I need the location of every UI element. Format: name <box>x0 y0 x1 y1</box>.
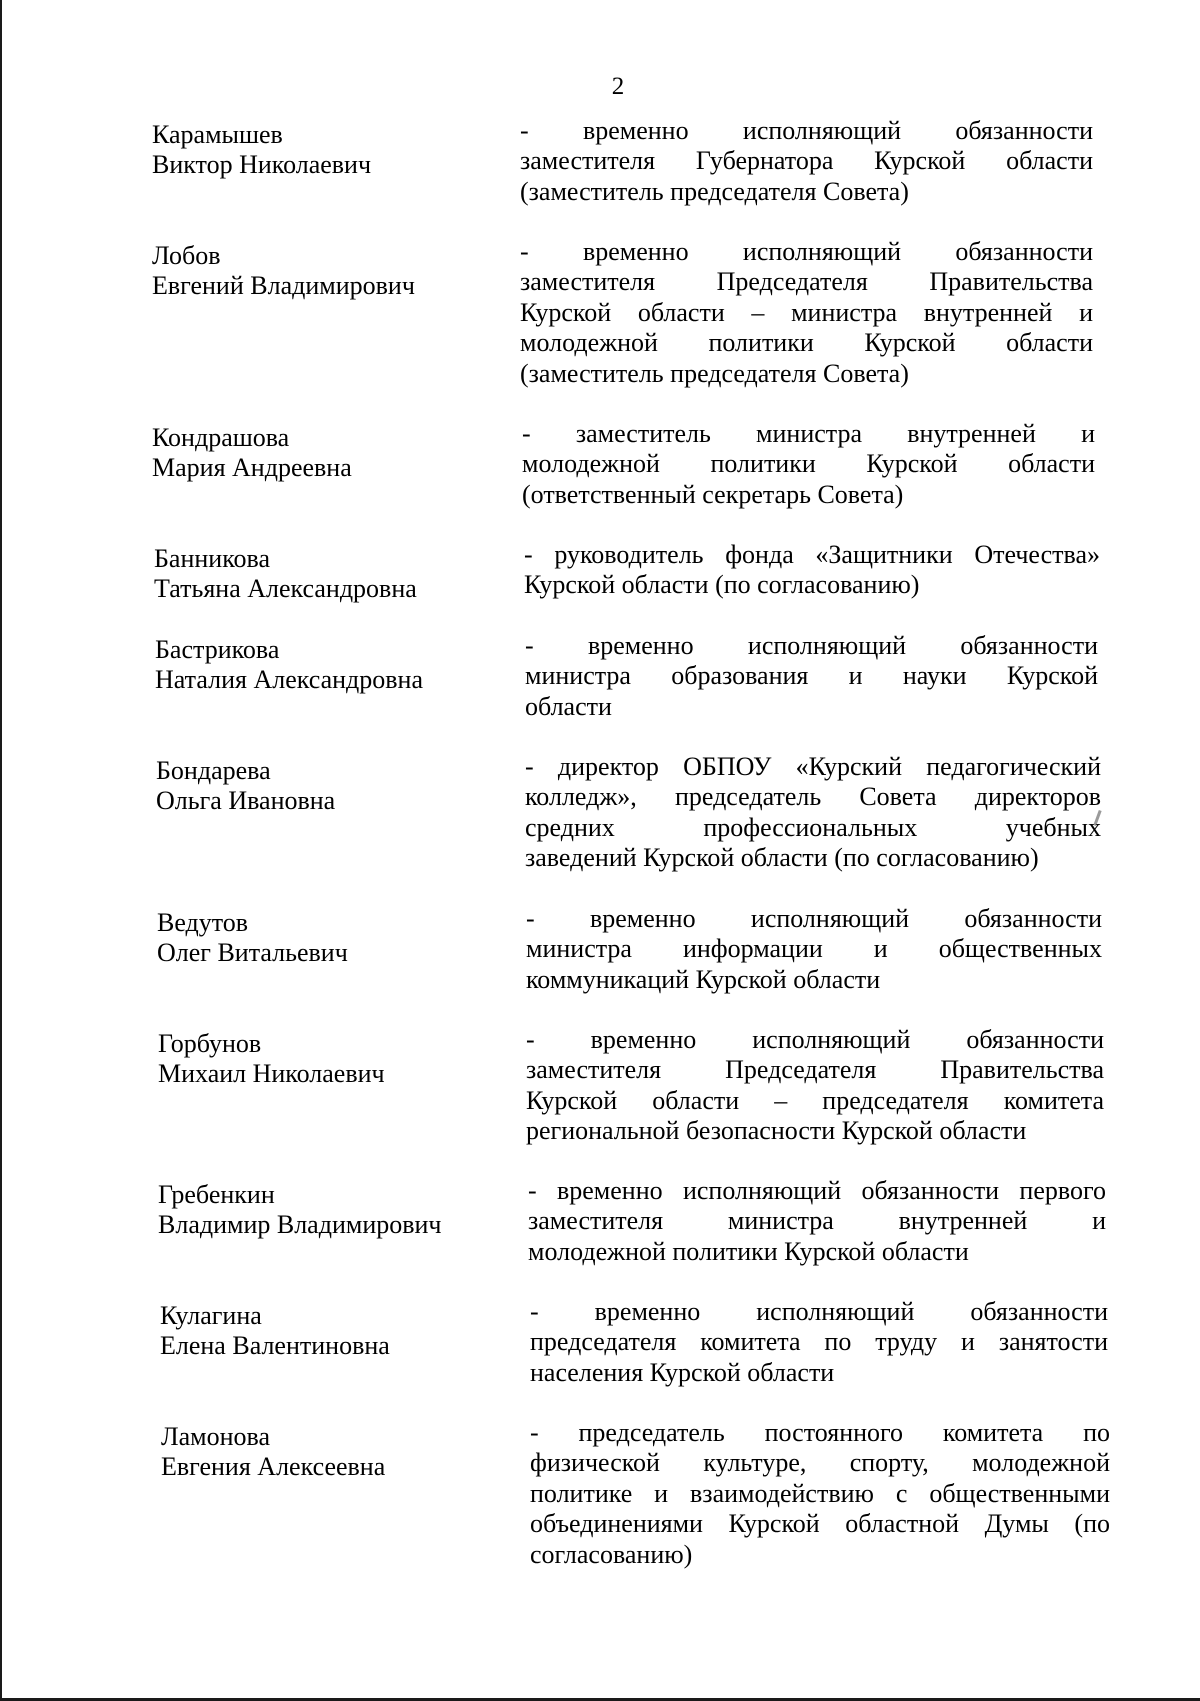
member-name <box>158 1025 498 1090</box>
member-role-line: средних профессиональных учебных <box>525 812 1101 842</box>
member-role <box>524 540 1100 601</box>
member-role-line: заместителя министра внутренней и <box>528 1206 1106 1236</box>
member-role <box>525 752 1101 874</box>
member-name <box>152 237 492 302</box>
member-role-line: Курской области (по согласованию) <box>524 570 920 600</box>
member-role-line: - временно исполняющий обязанности <box>526 1025 1104 1054</box>
member-surname: Горбунов <box>158 1029 262 1058</box>
member-role-line: (заместитель председателя Совета) <box>520 358 909 388</box>
member-role-line: заведений Курской области (по согласованию) <box>525 843 1039 873</box>
member-surname: Бондарева <box>156 756 271 785</box>
member-role-line: - временно исполняющий обязанности <box>525 631 1098 660</box>
member-given-names: Ольга Ивановна <box>156 786 336 816</box>
member-surname: Ведутов <box>157 908 249 937</box>
member-surname: Бастрикова <box>155 635 280 664</box>
member-role-line: (ответственный секретарь Совета) <box>522 479 904 509</box>
member-name <box>158 1176 498 1241</box>
member-surname: Лобов <box>152 241 221 270</box>
member-role-line: Курской области – министра внутренней и <box>520 297 1093 327</box>
member-role-line: политике и взаимодействию с общественными <box>530 1478 1110 1508</box>
member-role-line: министра информации и общественных <box>526 934 1102 964</box>
member-role-line: согласованию) <box>530 1539 693 1569</box>
member-role <box>526 1025 1104 1147</box>
member-name <box>156 752 496 817</box>
member-role-line: - временно исполняющий обязанности <box>526 904 1102 933</box>
member-surname: Кондрашова <box>152 423 290 452</box>
member-role-line: (заместитель председателя Совета) <box>520 176 909 206</box>
member-role-line: - временно исполняющий обязанности <box>530 1297 1108 1326</box>
member-given-names: Елена Валентиновна <box>160 1331 390 1361</box>
member-role-line: - временно исполняющий обязанности первого <box>528 1176 1106 1205</box>
member-name <box>152 116 492 181</box>
member-role <box>530 1418 1110 1570</box>
member-given-names: Наталия Александровна <box>155 665 423 695</box>
member-role-line: министра образования и науки Курской <box>525 661 1098 691</box>
member-given-names: Олег Витальевич <box>157 938 348 968</box>
member-role-line: молодежной политики Курской области <box>522 449 1095 479</box>
page-number: 2 <box>611 73 625 100</box>
member-surname: Ламонова <box>161 1422 271 1451</box>
member-role-line: населения Курской области <box>530 1357 835 1387</box>
member-role-line: молодежной политики Курской области <box>528 1236 969 1266</box>
member-role <box>526 904 1102 995</box>
member-name <box>157 904 497 969</box>
member-role <box>522 419 1095 510</box>
member-role-line: области <box>525 691 612 721</box>
member-name <box>160 1297 500 1362</box>
member-role-line: заместителя Председателя Правительства <box>520 267 1093 297</box>
member-role-line: коммуникаций Курской области <box>526 964 881 994</box>
member-role-line: региональной безопасности Курской области <box>526 1116 1027 1146</box>
scan-edge-left <box>0 0 2 1701</box>
member-role-line: молодежной политики Курской области <box>520 328 1093 358</box>
member-role-line: заместителя Губернатора Курской области <box>520 146 1093 176</box>
member-name <box>154 540 494 605</box>
member-surname: Карамышев <box>152 120 283 149</box>
member-role-line: - временно исполняющий обязанности <box>520 237 1093 266</box>
member-given-names: Татьяна Александровна <box>154 574 417 604</box>
member-role-line: - временно исполняющий обязанности <box>520 116 1093 145</box>
member-given-names: Михаил Николаевич <box>158 1059 385 1089</box>
member-role <box>525 631 1098 722</box>
member-role-line: физической культуре, спорту, молодежной <box>530 1448 1110 1478</box>
member-given-names: Евгений Владимирович <box>152 271 415 301</box>
member-surname: Банникова <box>154 544 270 573</box>
member-given-names: Мария Андреевна <box>152 453 352 483</box>
member-role-line: колледж», председатель Совета директоров <box>525 782 1101 812</box>
member-role-line: председателя комитета по труду и занятости <box>530 1327 1108 1357</box>
member-role-line: - руководитель фонда «Защитники Отечества» <box>524 540 1100 569</box>
member-surname: Кулагина <box>160 1301 262 1330</box>
member-name <box>155 631 495 696</box>
member-role-line: - председатель постоянного комитета по <box>530 1418 1110 1447</box>
member-role-line: - директор ОБПОУ «Курский педагогический <box>525 752 1101 781</box>
member-role-line: - заместитель министра внутренней и <box>522 419 1095 448</box>
member-role <box>520 237 1093 389</box>
member-given-names: Виктор Николаевич <box>152 150 372 180</box>
member-surname: Гребенкин <box>158 1180 275 1209</box>
member-name <box>161 1418 501 1483</box>
member-role <box>520 116 1093 207</box>
member-role <box>528 1176 1106 1267</box>
member-role-line: Курской области – председателя комитета <box>526 1085 1104 1115</box>
member-role-line: заместителя Председателя Правительства <box>526 1055 1104 1085</box>
member-given-names: Владимир Владимирович <box>158 1210 442 1240</box>
member-role <box>530 1297 1108 1388</box>
member-given-names: Евгения Алексеевна <box>161 1452 386 1482</box>
member-name <box>152 419 492 484</box>
member-role-line: объединениями Курской областной Думы (по <box>530 1509 1110 1539</box>
